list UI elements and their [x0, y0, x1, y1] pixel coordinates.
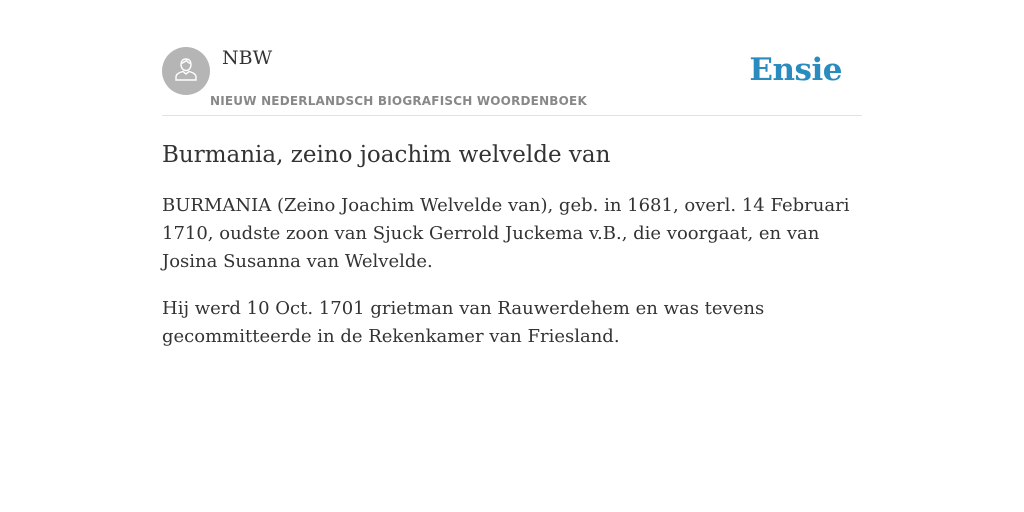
- article-title: Burmania, zeino joachim welvelde van: [162, 142, 611, 168]
- article-body: [162, 192, 862, 351]
- article-paragraph: BURMANIA (Zeino Joachim Welvelde van), geb. in 1681, overl. 14 Februari 1710, oudste zoon van Sjuck Gerrold Juckema v.B., die voorgaat, en van Josina Susanna van Welvelde.: [162, 195, 850, 272]
- page-container: [162, 46, 862, 351]
- article-paragraph: Hij werd 10 Oct. 1701 grietman van Rauwerdehem en was tevens gecommitteerde in de Rekenkamer van Friesland.: [162, 298, 765, 347]
- source-subtitle: NIEUW NEDERLANDSCH BIOGRAFISCH WOORDENBOEK: [210, 94, 587, 108]
- ensie-logo-link[interactable]: Ensie: [749, 52, 842, 88]
- source-header: [162, 46, 862, 116]
- source-avatar[interactable]: [162, 47, 210, 95]
- source-name[interactable]: NBW: [222, 47, 273, 69]
- user-icon: [171, 54, 201, 88]
